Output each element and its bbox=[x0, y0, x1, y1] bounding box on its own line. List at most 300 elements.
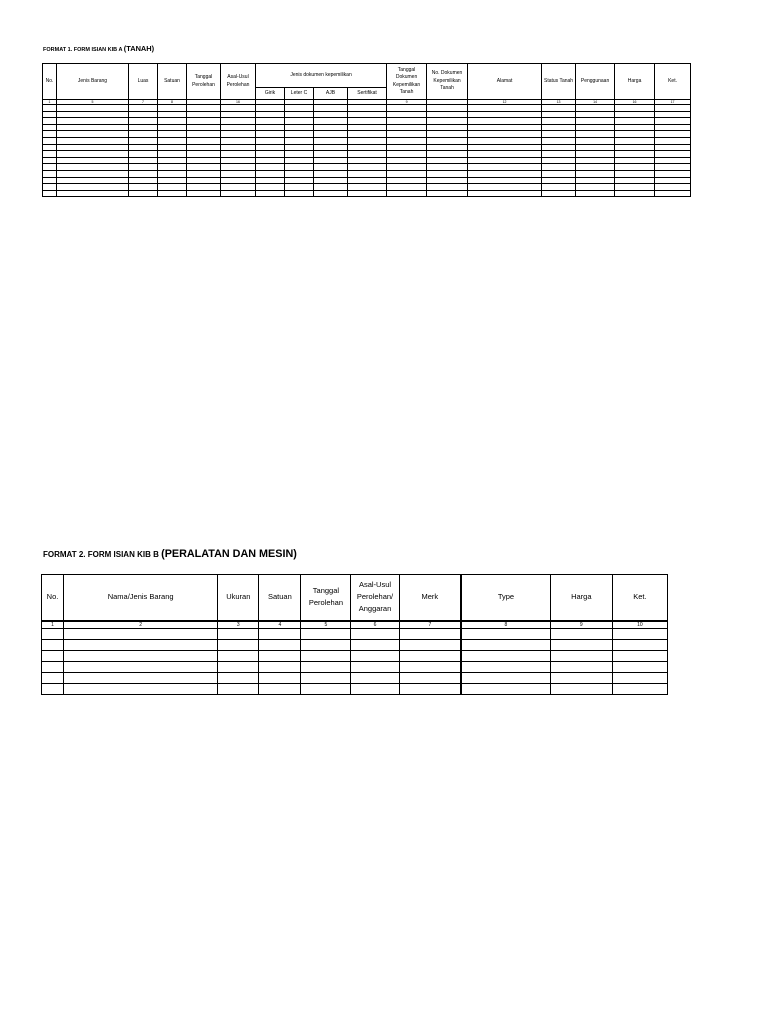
blank-entry-cell bbox=[615, 190, 655, 197]
blank-entry-cell bbox=[427, 151, 468, 158]
kib-a-col-number: 5 bbox=[57, 100, 129, 105]
blank-entry-cell bbox=[655, 184, 691, 191]
blank-entry-cell bbox=[314, 118, 348, 125]
blank-entry-cell bbox=[576, 137, 615, 144]
blank-entry-cell bbox=[655, 190, 691, 197]
blank-entry-cell bbox=[468, 184, 542, 191]
blank-entry-cell bbox=[187, 177, 221, 184]
blank-entry-cell bbox=[468, 137, 542, 144]
kib-a-table bbox=[42, 63, 691, 197]
blank-entry-cell bbox=[314, 144, 348, 151]
blank-entry-cell bbox=[285, 190, 314, 197]
blank-entry-cell bbox=[43, 170, 57, 177]
kib-b-col-number: 4 bbox=[259, 621, 301, 629]
kib-b-col-number: 9 bbox=[550, 621, 612, 629]
blank-entry-cell bbox=[187, 118, 221, 125]
blank-entry-cell bbox=[576, 118, 615, 125]
blank-entry-cell bbox=[348, 144, 387, 151]
kib-b-header-merk: Merk bbox=[399, 575, 461, 621]
blank-entry-cell bbox=[348, 131, 387, 138]
blank-entry-cell bbox=[348, 137, 387, 144]
blank-entry-cell bbox=[612, 639, 667, 650]
blank-entry-cell bbox=[285, 177, 314, 184]
blank-entry-cell bbox=[427, 184, 468, 191]
kib-b-header-tanggal-perolehan: Tanggal Perolehan bbox=[301, 575, 351, 621]
blank-entry-cell bbox=[187, 170, 221, 177]
blank-entry-cell bbox=[387, 124, 427, 131]
blank-entry-cell bbox=[427, 144, 468, 151]
blank-entry-cell bbox=[57, 144, 129, 151]
blank-entry-cell bbox=[221, 157, 256, 164]
kib-b-col-number: 8 bbox=[461, 621, 550, 629]
blank-entry-cell bbox=[285, 164, 314, 171]
blank-entry-row bbox=[43, 164, 691, 171]
blank-entry-cell bbox=[314, 177, 348, 184]
kib-b-header-ukuran: Ukuran bbox=[218, 575, 259, 621]
blank-entry-cell bbox=[348, 124, 387, 131]
kib-b-col-number: 10 bbox=[612, 621, 667, 629]
blank-entry-cell bbox=[655, 131, 691, 138]
blank-entry-cell bbox=[57, 131, 129, 138]
blank-entry-cell bbox=[158, 157, 187, 164]
blank-entry-cell bbox=[43, 157, 57, 164]
blank-entry-row bbox=[43, 177, 691, 184]
blank-entry-cell bbox=[612, 650, 667, 661]
kib-a-header-no-dokumen: No. Dokumen Kepemilikan Tanah bbox=[427, 64, 468, 100]
blank-entry-cell bbox=[427, 157, 468, 164]
blank-entry-cell bbox=[187, 151, 221, 158]
blank-entry-cell bbox=[351, 683, 399, 694]
blank-entry-cell bbox=[57, 124, 129, 131]
blank-entry-cell bbox=[57, 177, 129, 184]
blank-entry-cell bbox=[158, 118, 187, 125]
blank-entry-cell bbox=[129, 124, 158, 131]
blank-entry-cell bbox=[218, 628, 259, 639]
blank-entry-cell bbox=[387, 151, 427, 158]
blank-entry-cell bbox=[158, 105, 187, 112]
blank-entry-cell bbox=[427, 137, 468, 144]
blank-entry-cell bbox=[468, 170, 542, 177]
blank-entry-cell bbox=[615, 118, 655, 125]
blank-entry-cell bbox=[348, 151, 387, 158]
blank-entry-cell bbox=[348, 177, 387, 184]
blank-entry-cell bbox=[158, 184, 187, 191]
kib-a-header-harga: Harga bbox=[615, 64, 655, 100]
blank-entry-cell bbox=[348, 118, 387, 125]
kib-a-title-suffix: (TANAH) bbox=[123, 44, 155, 53]
blank-entry-cell bbox=[187, 164, 221, 171]
blank-entry-cell bbox=[129, 137, 158, 144]
kib-a-col-number: 12 bbox=[468, 100, 542, 105]
blank-entry-cell bbox=[314, 151, 348, 158]
blank-entry-cell bbox=[158, 164, 187, 171]
blank-entry-cell bbox=[468, 151, 542, 158]
blank-entry-cell bbox=[218, 650, 259, 661]
blank-entry-cell bbox=[427, 170, 468, 177]
blank-entry-cell bbox=[158, 137, 187, 144]
blank-entry-cell bbox=[468, 144, 542, 151]
blank-entry-cell bbox=[542, 177, 576, 184]
blank-entry-cell bbox=[542, 151, 576, 158]
kib-b-col-number: 7 bbox=[399, 621, 461, 629]
blank-entry-cell bbox=[655, 144, 691, 151]
blank-entry-row bbox=[43, 170, 691, 177]
blank-entry-cell bbox=[158, 124, 187, 131]
kib-a-header-sertifikat: Sertifikat bbox=[348, 88, 387, 100]
blank-entry-row bbox=[42, 650, 668, 661]
kib-a-header-jenis-barang: Jenis Barang bbox=[57, 64, 129, 100]
blank-entry-cell bbox=[42, 650, 64, 661]
blank-entry-cell bbox=[314, 124, 348, 131]
blank-entry-cell bbox=[542, 111, 576, 118]
blank-entry-cell bbox=[187, 184, 221, 191]
kib-a-title-prefix: FORMAT 1. FORM ISIAN KIB A bbox=[43, 47, 123, 53]
kib-b-title-suffix: (PERALATAN DAN MESIN) bbox=[161, 548, 297, 560]
blank-entry-cell bbox=[387, 131, 427, 138]
blank-entry-cell bbox=[57, 170, 129, 177]
blank-entry-cell bbox=[427, 131, 468, 138]
blank-entry-cell bbox=[221, 118, 256, 125]
blank-entry-cell bbox=[576, 164, 615, 171]
blank-entry-cell bbox=[461, 683, 550, 694]
blank-entry-cell bbox=[256, 170, 285, 177]
blank-entry-cell bbox=[615, 124, 655, 131]
blank-entry-cell bbox=[42, 628, 64, 639]
blank-entry-cell bbox=[314, 157, 348, 164]
kib-a-col-number: 1 bbox=[43, 100, 57, 105]
kib-b-header-no: No. bbox=[42, 575, 64, 621]
blank-entry-cell bbox=[314, 105, 348, 112]
kib-a-header-girik: Girik bbox=[256, 88, 285, 100]
blank-entry-row bbox=[43, 137, 691, 144]
blank-entry-cell bbox=[615, 157, 655, 164]
kib-b-col-number: 2 bbox=[64, 621, 218, 629]
blank-entry-cell bbox=[43, 177, 57, 184]
blank-entry-cell bbox=[399, 628, 461, 639]
blank-entry-row bbox=[42, 661, 668, 672]
blank-entry-cell bbox=[129, 105, 158, 112]
blank-entry-cell bbox=[314, 190, 348, 197]
kib-b-col-number: 3 bbox=[218, 621, 259, 629]
blank-entry-row bbox=[43, 124, 691, 131]
kib-b-col-number: 5 bbox=[301, 621, 351, 629]
blank-entry-cell bbox=[64, 639, 218, 650]
blank-entry-cell bbox=[351, 650, 399, 661]
blank-entry-cell bbox=[655, 170, 691, 177]
blank-entry-cell bbox=[655, 151, 691, 158]
blank-entry-cell bbox=[43, 164, 57, 171]
blank-entry-cell bbox=[42, 683, 64, 694]
blank-entry-cell bbox=[348, 105, 387, 112]
blank-entry-cell bbox=[43, 190, 57, 197]
blank-entry-cell bbox=[256, 111, 285, 118]
blank-entry-cell bbox=[615, 131, 655, 138]
kib-a-header-tanggal-dokumen: Tanggal Dokumen Kepemilikan Tanah bbox=[387, 64, 427, 100]
blank-entry-cell bbox=[576, 105, 615, 112]
blank-entry-cell bbox=[427, 118, 468, 125]
blank-entry-cell bbox=[64, 683, 218, 694]
blank-entry-cell bbox=[461, 661, 550, 672]
kib-a-col-number: 8 bbox=[158, 100, 187, 105]
blank-entry-cell bbox=[285, 137, 314, 144]
blank-entry-cell bbox=[314, 137, 348, 144]
kib-a-col-number: 14 bbox=[576, 100, 615, 105]
blank-entry-cell bbox=[576, 111, 615, 118]
blank-entry-cell bbox=[550, 683, 612, 694]
blank-entry-cell bbox=[259, 639, 301, 650]
blank-entry-cell bbox=[64, 628, 218, 639]
blank-entry-cell bbox=[314, 111, 348, 118]
blank-entry-cell bbox=[64, 661, 218, 672]
kib-b-col-number: 1 bbox=[42, 621, 64, 629]
blank-entry-cell bbox=[256, 177, 285, 184]
blank-entry-cell bbox=[221, 164, 256, 171]
blank-entry-cell bbox=[158, 111, 187, 118]
blank-entry-cell bbox=[129, 177, 158, 184]
blank-entry-cell bbox=[158, 144, 187, 151]
blank-entry-cell bbox=[57, 111, 129, 118]
blank-entry-cell bbox=[259, 661, 301, 672]
blank-entry-cell bbox=[43, 105, 57, 112]
blank-entry-cell bbox=[461, 639, 550, 650]
kib-a-col-number: 17 bbox=[655, 100, 691, 105]
blank-entry-cell bbox=[461, 628, 550, 639]
kib-b-col-number: 6 bbox=[351, 621, 399, 629]
blank-entry-cell bbox=[468, 157, 542, 164]
blank-entry-cell bbox=[301, 672, 351, 683]
blank-entry-cell bbox=[129, 111, 158, 118]
blank-entry-cell bbox=[187, 124, 221, 131]
kib-a-col-number: 13 bbox=[542, 100, 576, 105]
blank-entry-cell bbox=[129, 157, 158, 164]
kib-b-header-ket: Ket. bbox=[612, 575, 667, 621]
kib-b-column-number-row bbox=[42, 621, 668, 629]
blank-entry-cell bbox=[550, 628, 612, 639]
blank-entry-cell bbox=[314, 131, 348, 138]
blank-entry-cell bbox=[221, 124, 256, 131]
blank-entry-cell bbox=[221, 144, 256, 151]
blank-entry-cell bbox=[301, 661, 351, 672]
blank-entry-cell bbox=[187, 105, 221, 112]
kib-b-header-satuan: Satuan bbox=[259, 575, 301, 621]
blank-entry-cell bbox=[256, 164, 285, 171]
kib-a-col-number: 7 bbox=[129, 100, 158, 105]
blank-entry-cell bbox=[399, 661, 461, 672]
kib-b-title bbox=[43, 548, 297, 560]
blank-entry-cell bbox=[129, 184, 158, 191]
blank-entry-cell bbox=[187, 131, 221, 138]
blank-entry-cell bbox=[285, 157, 314, 164]
blank-entry-cell bbox=[615, 164, 655, 171]
kib-a-header-ajb: AJB bbox=[314, 88, 348, 100]
blank-entry-cell bbox=[655, 105, 691, 112]
blank-entry-cell bbox=[655, 177, 691, 184]
blank-entry-cell bbox=[301, 639, 351, 650]
blank-entry-cell bbox=[387, 157, 427, 164]
blank-entry-cell bbox=[256, 105, 285, 112]
blank-entry-cell bbox=[351, 639, 399, 650]
blank-entry-cell bbox=[285, 184, 314, 191]
blank-entry-row bbox=[43, 151, 691, 158]
blank-entry-cell bbox=[542, 137, 576, 144]
blank-entry-cell bbox=[399, 639, 461, 650]
blank-entry-cell bbox=[218, 639, 259, 650]
blank-entry-cell bbox=[615, 151, 655, 158]
blank-entry-cell bbox=[655, 118, 691, 125]
blank-entry-cell bbox=[43, 124, 57, 131]
kib-a-header-asal-usul: Asal-Usul Perolehan bbox=[221, 64, 256, 100]
blank-entry-cell bbox=[129, 190, 158, 197]
blank-entry-cell bbox=[427, 164, 468, 171]
blank-entry-cell bbox=[576, 170, 615, 177]
blank-entry-cell bbox=[187, 137, 221, 144]
blank-entry-cell bbox=[576, 144, 615, 151]
blank-entry-cell bbox=[615, 105, 655, 112]
blank-entry-cell bbox=[615, 184, 655, 191]
blank-entry-cell bbox=[427, 190, 468, 197]
blank-entry-cell bbox=[576, 177, 615, 184]
blank-entry-cell bbox=[387, 190, 427, 197]
kib-a-header-jenis-dokumen: Jenis dokumen kepemilikan bbox=[256, 64, 387, 88]
blank-entry-cell bbox=[468, 105, 542, 112]
blank-entry-cell bbox=[615, 111, 655, 118]
blank-entry-cell bbox=[256, 151, 285, 158]
blank-entry-cell bbox=[42, 672, 64, 683]
blank-entry-cell bbox=[468, 118, 542, 125]
blank-entry-cell bbox=[468, 111, 542, 118]
blank-entry-row bbox=[43, 131, 691, 138]
blank-entry-cell bbox=[314, 184, 348, 191]
blank-entry-cell bbox=[550, 650, 612, 661]
blank-entry-cell bbox=[348, 157, 387, 164]
blank-entry-cell bbox=[158, 131, 187, 138]
blank-entry-cell bbox=[461, 672, 550, 683]
blank-entry-cell bbox=[158, 177, 187, 184]
blank-entry-cell bbox=[542, 105, 576, 112]
blank-entry-cell bbox=[576, 190, 615, 197]
blank-entry-cell bbox=[221, 111, 256, 118]
blank-entry-cell bbox=[57, 151, 129, 158]
blank-entry-cell bbox=[576, 184, 615, 191]
blank-entry-cell bbox=[129, 151, 158, 158]
blank-entry-cell bbox=[427, 177, 468, 184]
kib-a-header-no: No. bbox=[43, 64, 57, 100]
blank-entry-cell bbox=[615, 137, 655, 144]
blank-entry-cell bbox=[221, 184, 256, 191]
blank-entry-cell bbox=[399, 650, 461, 661]
blank-entry-row bbox=[42, 639, 668, 650]
blank-entry-cell bbox=[387, 144, 427, 151]
blank-entry-cell bbox=[655, 157, 691, 164]
blank-entry-cell bbox=[612, 661, 667, 672]
kib-a-header-luas: Luas bbox=[129, 64, 158, 100]
blank-entry-cell bbox=[285, 111, 314, 118]
kib-a-header-ket: Ket. bbox=[655, 64, 691, 100]
blank-entry-cell bbox=[542, 144, 576, 151]
blank-entry-cell bbox=[218, 683, 259, 694]
kib-a-header-alamat: Alamat bbox=[468, 64, 542, 100]
blank-entry-cell bbox=[387, 184, 427, 191]
blank-entry-cell bbox=[57, 164, 129, 171]
blank-entry-cell bbox=[542, 118, 576, 125]
blank-entry-cell bbox=[387, 164, 427, 171]
blank-entry-cell bbox=[351, 661, 399, 672]
kib-b-header-nama-jenis-barang: Nama/Jenis Barang bbox=[64, 575, 218, 621]
blank-entry-cell bbox=[129, 170, 158, 177]
blank-entry-cell bbox=[348, 170, 387, 177]
blank-entry-cell bbox=[129, 164, 158, 171]
blank-entry-cell bbox=[43, 184, 57, 191]
blank-entry-cell bbox=[427, 124, 468, 131]
kib-b-header-type: Type bbox=[461, 575, 550, 621]
blank-entry-cell bbox=[285, 144, 314, 151]
kib-b-header-harga: Harga bbox=[550, 575, 612, 621]
blank-entry-cell bbox=[187, 157, 221, 164]
blank-entry-cell bbox=[256, 157, 285, 164]
blank-entry-cell bbox=[427, 105, 468, 112]
blank-entry-cell bbox=[57, 157, 129, 164]
blank-entry-cell bbox=[576, 124, 615, 131]
blank-entry-row bbox=[43, 184, 691, 191]
blank-entry-cell bbox=[256, 131, 285, 138]
kib-a-title bbox=[43, 44, 154, 53]
blank-entry-cell bbox=[542, 190, 576, 197]
blank-entry-cell bbox=[468, 190, 542, 197]
blank-entry-cell bbox=[285, 124, 314, 131]
blank-entry-cell bbox=[348, 190, 387, 197]
blank-entry-cell bbox=[399, 672, 461, 683]
blank-entry-cell bbox=[57, 137, 129, 144]
blank-entry-row bbox=[42, 683, 668, 694]
blank-entry-cell bbox=[57, 105, 129, 112]
blank-entry-cell bbox=[259, 650, 301, 661]
blank-entry-cell bbox=[550, 661, 612, 672]
blank-entry-cell bbox=[301, 650, 351, 661]
blank-entry-cell bbox=[57, 190, 129, 197]
blank-entry-cell bbox=[221, 105, 256, 112]
blank-entry-row bbox=[43, 144, 691, 151]
blank-entry-cell bbox=[64, 650, 218, 661]
blank-entry-cell bbox=[655, 124, 691, 131]
kib-a-header-satuan: Satuan bbox=[158, 64, 187, 100]
kib-b-title-prefix: FORMAT 2. FORM ISIAN KIB B bbox=[43, 550, 159, 559]
blank-entry-cell bbox=[259, 628, 301, 639]
blank-entry-cell bbox=[468, 124, 542, 131]
blank-entry-cell bbox=[387, 177, 427, 184]
blank-entry-cell bbox=[655, 111, 691, 118]
blank-entry-cell bbox=[542, 164, 576, 171]
blank-entry-cell bbox=[57, 118, 129, 125]
blank-entry-cell bbox=[158, 190, 187, 197]
blank-entry-cell bbox=[399, 683, 461, 694]
blank-entry-cell bbox=[187, 111, 221, 118]
blank-entry-cell bbox=[576, 131, 615, 138]
blank-entry-cell bbox=[221, 170, 256, 177]
blank-entry-cell bbox=[129, 131, 158, 138]
blank-entry-cell bbox=[256, 184, 285, 191]
kib-a-col-number: 16 bbox=[615, 100, 655, 105]
blank-entry-cell bbox=[221, 190, 256, 197]
blank-entry-cell bbox=[218, 661, 259, 672]
blank-entry-cell bbox=[43, 137, 57, 144]
blank-entry-cell bbox=[387, 170, 427, 177]
blank-entry-cell bbox=[158, 170, 187, 177]
kib-b-header-asal-usul: Asal-Usul Perolehan/ Anggaran bbox=[351, 575, 399, 621]
blank-entry-cell bbox=[615, 170, 655, 177]
blank-entry-cell bbox=[314, 170, 348, 177]
blank-entry-cell bbox=[387, 118, 427, 125]
blank-entry-cell bbox=[542, 184, 576, 191]
